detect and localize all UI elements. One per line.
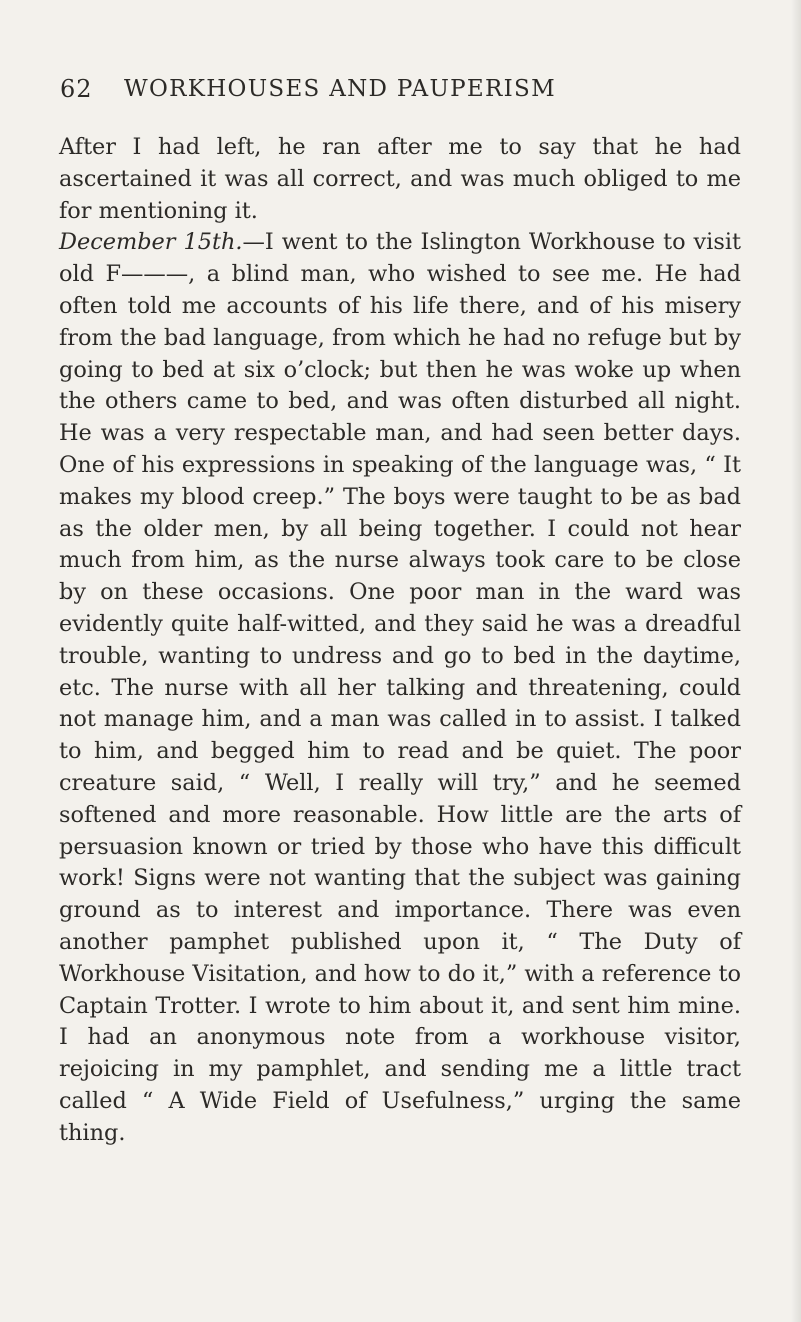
paragraph-2 [59,227,741,1149]
paragraph-2-text: —I went to the Islington Workhouse to visit old F———, a blind man, who wished to see me. He had often told me accounts of his life there, and of his misery from the bad language, from which he had no refuge but by going to bed at six o’clock; but then he was woke up when the others came to bed, and was often disturbed all night. He was a very respectable man, and had seen better days. One of his expressions in speaking of the language was, “ It makes my blood creep.” The boys were taught to be as bad as the older men, by all being together. I could not hear much from him, as the nurse always took care to be close by on these occasions. One poor man in the ward was evidently quite half-witted, and they said he was a dreadful trouble, wanting to undress and go to bed in the daytime, etc. The nurse with all her talking and threatening, could not manage him, and a man was called in to assist. I talked to him, and begged him to read and be quiet. The poor creature said, “ Well, I really will try,” and he seemed softened and more reasonable. How little are the arts of persuasion known or tried by those who have this difficult work! Signs were not wanting that the subject was gaining ground as to interest and importance. There was even another pamphet published upon it, “ The Duty of Workhouse Visitation, and how to do it,” with a reference to Captain Trotter. I wrote to him about it, and sent him mine. I had an anonymous note from a workhouse visitor, rejoicing in my pamphlet, and sending me a little tract called “ A Wide Field of Usefulness,” urging the same thing. [59,229,742,1146]
body-text [59,132,741,1150]
diary-date: December 15th. [59,229,243,256]
paragraph-1: After I had left, he ran after me to say that he had ascertained it was all correct, and was much obliged to me for mentioning it. [59,134,741,224]
running-title: WORKHOUSES AND PAUPERISM [124,76,556,102]
page-number: 62 [60,75,93,103]
page-edge-shadow [791,0,801,1322]
